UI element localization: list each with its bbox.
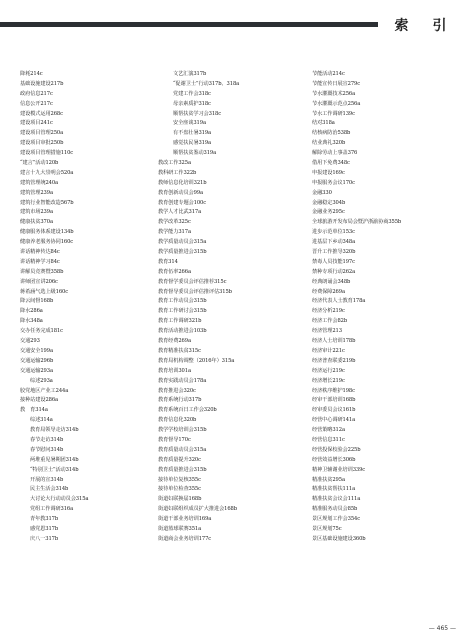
index-entry: 党组工作调研316a (30, 506, 74, 513)
index-column-2 (158, 70, 308, 545)
index-entry: 经审干部培训168b (312, 397, 356, 404)
index-entry: 接种站建设286a (20, 397, 59, 404)
index-entry: 降水286a (20, 308, 43, 315)
index-entry: 接待单位复核355c (158, 476, 201, 483)
index-entry: 建筑管理239a (20, 189, 53, 196)
index-entry: 讲话精神学习84c (20, 258, 60, 265)
index-entry: 晋升工作推导320b (312, 249, 356, 256)
index-entry: 经济人士培训178b (312, 338, 356, 345)
index-entry: 经济工作会82b (312, 318, 348, 325)
index-entry: 教育系统行动317b (158, 397, 202, 404)
index-entry: 健康养老服务协同160c (20, 239, 74, 246)
index-entry: 经济代表人士教育178a (312, 298, 366, 305)
index-entry: 金融稳定304b (312, 199, 346, 206)
index-entry: 基础设施建设217b (20, 80, 64, 87)
index-entry: 教育信息化320b (158, 417, 197, 424)
index-entry: 教育质量动员会315a (158, 446, 207, 453)
index-entry: 交办任务完成181c (20, 328, 63, 335)
index-entry: 党建工作会318c (173, 90, 211, 97)
index-entry: 解除劳动上事盖376 (312, 150, 358, 157)
index-entry: 全球旅游开发布局会暨沪浙渝协商355b (312, 219, 402, 226)
index-entry: 街道商会业务培训177c (158, 535, 212, 542)
index-entry: 接待单位检查355c (158, 486, 201, 493)
index-entry: 景区规划工作会354c (312, 516, 361, 523)
index-entry: 教育推进会320c (158, 387, 196, 394)
index-entry: 经营策略312a (312, 427, 345, 434)
index-entry: 交通运输296b (20, 357, 54, 364)
index-entry: 教改工作325a (158, 160, 191, 167)
index-entry: 交通安全199a (20, 347, 53, 354)
index-entry: 讲话精神传达84c (20, 249, 60, 256)
index-entry: 经营投保校验会225b (312, 446, 361, 453)
index-entry: 感党恩317b (30, 525, 59, 532)
index-entry: 建设项目241c (20, 120, 53, 127)
index-entry: 教学能力317a (158, 229, 191, 236)
index-entry: 教育工作动员会315b (158, 298, 207, 305)
index-entry: 教学质量动员会315a (158, 239, 207, 246)
index-entry: 教育局机构调整（2016年）315a (158, 357, 235, 364)
index-entry: 教学改革325c (158, 219, 191, 226)
index-entry: 经审委员会议161b (312, 407, 356, 414)
index-entry: 教育质量提升320c (158, 456, 201, 463)
index-entry: 教师信息化培训321b (158, 179, 207, 186)
index-entry: 教学质量推进会315b (158, 249, 207, 256)
index-entry: 教育工作研讨会315b (158, 308, 207, 315)
index-entry: 街道篮球联赛351a (158, 525, 202, 532)
index-entry: 春节走访314b (30, 436, 64, 443)
index-entry: 降云间督168b (20, 298, 54, 305)
index-entry: 综述293a (30, 377, 53, 384)
index-entry: 经济管理213 (312, 328, 342, 335)
index-entry: 交通运输293a (20, 367, 53, 374)
index-entry: 景区规划75c (312, 525, 342, 532)
index-entry: 教育系统百日工作会320b (158, 407, 217, 414)
index-column-3 (312, 70, 466, 545)
index-entry: 教育局领导走访314b (30, 427, 79, 434)
index-entry: 政府信息217c (20, 90, 53, 97)
index-entry: 经费保障269a (312, 288, 345, 295)
index-entry: 讲师团宣讲206c (20, 278, 58, 285)
index-entry: 顺帮扶贫学习会318c (173, 110, 222, 117)
index-entry: 民主生活会314b (30, 486, 69, 493)
index-entry: 借用下免费348c (312, 160, 350, 167)
index-entry: 降水348a (20, 318, 43, 325)
index-entry: 精神卫辅谢业培训339c (312, 466, 366, 473)
index-columns (0, 70, 468, 600)
index-entry: 进步示范单位153c (312, 229, 355, 236)
index-entry: 结业典礼320b (312, 140, 346, 147)
index-entry: 申报建设169c (312, 169, 345, 176)
index-entry: 春节慰问314b (30, 446, 64, 453)
index-entry: 建筑行业智能改造567b (20, 199, 74, 206)
index-entry: 节水灌溉技术256a (312, 90, 356, 97)
index-entry: 安全座谈319a (173, 120, 206, 127)
index-entry: 节能活动214c (312, 71, 345, 77)
index-entry: 母亲素质护318c (173, 100, 211, 107)
index-entry: 结核病防治538b (312, 130, 351, 137)
index-entry: 申报服务会议170c (312, 179, 355, 186)
index-entry: 庆八一317b (30, 535, 59, 542)
index-entry: 教育创新动员会99a (158, 189, 204, 196)
index-entry: 经营效益增长306b (312, 456, 356, 463)
index-entry: 禁种专项行动262a (312, 268, 356, 275)
index-entry: 教育督导委员会评估推评估315b (158, 288, 232, 295)
index-entry: 感觉扶民暑319a (173, 140, 212, 147)
index-entry: 教育活动推进会103b (158, 328, 207, 335)
index-entry: 建筑管理统240a (20, 179, 59, 186)
index-entry: 大讨论大行动动员会315a (30, 496, 89, 503)
index-entry: 健康服务体系建设134b (20, 229, 74, 236)
index-entry: 经典朗诵会348b (312, 278, 351, 285)
index-entry: 进基层下乡动348a (312, 239, 356, 246)
index-entry: 经济分析219c (312, 308, 345, 315)
index-entry: 经济秩序维护198c (312, 387, 355, 394)
index-entry: 教育实践动员会178a (158, 377, 207, 384)
index-entry: 经济普查联委219b (312, 357, 356, 364)
index-entry: 精准扶贫295a (312, 476, 345, 483)
index-entry: 讲解员竞赛暨358b (20, 268, 64, 275)
index-entry: 综述314a (30, 417, 53, 424)
index-entry: 胶党地区产业工244a (20, 387, 69, 394)
index-entry: 景区基础设施建设360b (312, 535, 366, 542)
index-entry: 教 育314a (20, 407, 48, 414)
index-entry: 结对318a (312, 120, 335, 127)
index-entry: 建设项目管理250a (20, 130, 64, 137)
index-entry: 青年教317b (30, 516, 59, 523)
index-entry: 经济增长219c (312, 377, 345, 384)
index-entry: 健康扶贫370a (20, 219, 53, 226)
index-entry: 建设模式运用268c (20, 110, 63, 117)
index-entry: 教育督导170c (158, 436, 191, 443)
header-band (378, 16, 468, 34)
index-entry: “促谢卫士”行动317b、318a (173, 80, 240, 87)
index-entry: 金融330 (312, 189, 332, 196)
index-entry: 精准扶贫会议会111a (312, 496, 361, 503)
index-entry: 降耗214c (20, 71, 43, 77)
index-entry: 开展的宣314b (30, 476, 64, 483)
index-entry: 顺帮扶贫鉴动319a (173, 150, 217, 157)
index-entry: 两堆重见暑期团314b (30, 456, 79, 463)
index-entry: 教学学校培训会315b (158, 427, 207, 434)
index-entry: 建设项目审批250b (20, 140, 64, 147)
index-entry: 信息公开217c (20, 100, 53, 107)
index-entry: 教育314 (158, 258, 178, 265)
index-entry: 教学人才比武317a (158, 209, 202, 216)
index-entry: “建言”活动120b (20, 160, 59, 167)
index-entry: 教育精准扶贫315c (158, 347, 201, 354)
index-entry: 节水工作调研139c (312, 110, 355, 117)
index-entry: 街道干部业务培训169a (158, 516, 212, 523)
index-entry: 街道妇联组织成员扩大推进会168b (158, 506, 237, 513)
index-entry: 节水灌溉示范点256a (312, 100, 361, 107)
index-entry: 经营中心调研141a (312, 417, 356, 424)
index-entry: 街道妇联换届168b (158, 496, 202, 503)
index-entry: 精准服务动员会85b (312, 506, 358, 513)
index-entry: 文艺汇演317b (173, 71, 207, 77)
index-entry: 教科研工作322b (158, 169, 197, 176)
index-entry: 教育质量推进会315b (158, 466, 207, 473)
index-entry: 教育伍率266a (158, 268, 191, 275)
index-entry: 教育经费269a (158, 338, 191, 345)
index-entry: 精准扶贫帮扶111a (312, 486, 356, 493)
index-entry: 有不盘壮暑319a (173, 130, 212, 137)
index-entry: 金融业务295c (312, 209, 345, 216)
index-entry: 经营信息311c (312, 436, 345, 443)
index-entry: 交通293 (20, 338, 40, 345)
index-column-1 (20, 70, 152, 545)
index-entry: 教育培训301a (158, 367, 191, 374)
page-title: 索 引 (394, 18, 452, 34)
index-entry: 教育工作调研321b (158, 318, 202, 325)
index-entry: 禁毒人员技能197c (312, 258, 355, 265)
index-entry: 经济运行219c (312, 367, 345, 374)
index-entry: 经济审计221c (312, 347, 345, 354)
index-entry: 节能宣传日展宣279c (312, 80, 361, 87)
index-entry: 建言十九大崇明会520a (20, 169, 74, 176)
index-entry: 建设项目管理措施110c (20, 150, 74, 157)
page-number: — 465 — (428, 625, 456, 632)
index-entry: 教育督学委员会评估推荐315c (158, 278, 227, 285)
index-entry: “特别卫士”活动314b (30, 466, 79, 473)
index-entry: 蒋希涵气选上级160c (20, 288, 69, 295)
index-entry: 建筑市场239a (20, 209, 53, 216)
index-entry: 教育创建专题会100c (158, 199, 207, 206)
